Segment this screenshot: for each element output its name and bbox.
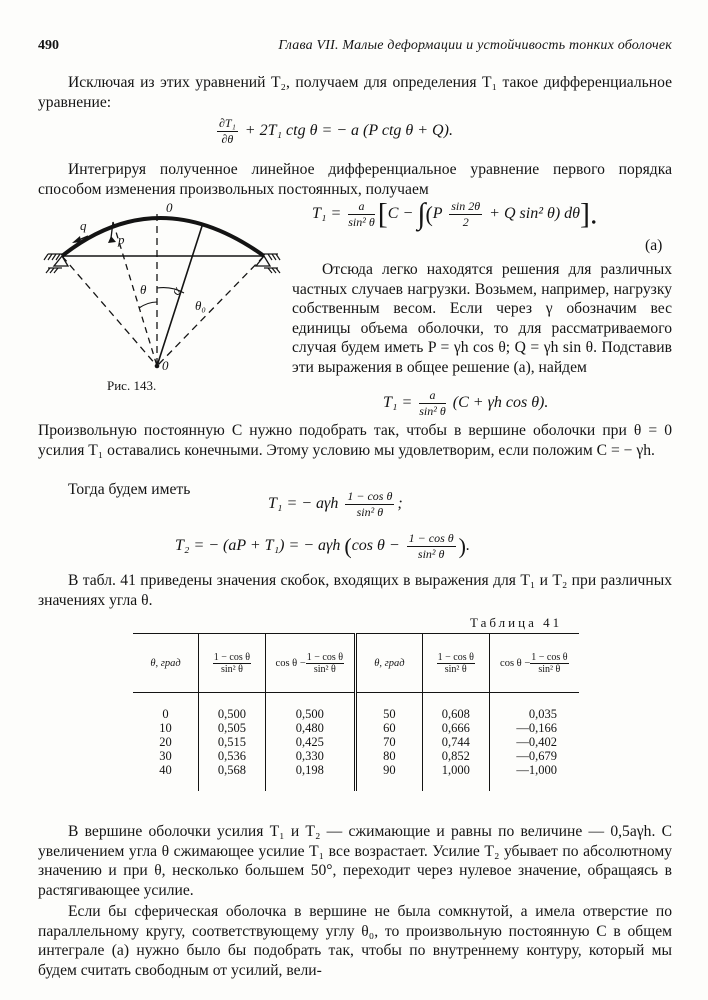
eq4-lhs: T₁ = − aγh: [268, 495, 339, 513]
radius-left-dashed: [62, 256, 157, 366]
eq2-p-part: P: [432, 205, 443, 223]
eq1-frac-top: ∂T₁: [219, 116, 236, 130]
eq3-frac-top: a: [419, 389, 446, 404]
eq5-inner: cos θ −: [351, 537, 400, 555]
eq4-frac-top: 1 − cos θ: [347, 489, 393, 503]
label-theta: θ: [140, 282, 147, 297]
angle-theta-arc: [139, 302, 157, 308]
eq3-frac-bot: sin² θ: [419, 404, 446, 418]
header-expression-2: cos θ − $\frac{\text{1 − cos θ}}{\text{sin² θ}}$: [265, 634, 355, 693]
header-theta-2: θ, град: [355, 634, 422, 693]
q-arrow-head: [72, 236, 81, 243]
eq3-lhs: T₁ =: [383, 394, 413, 412]
shell-diagram-figure: [40, 198, 285, 378]
eq2-integral: ∫: [417, 197, 426, 231]
running-head: Глава VII. Малые деформации и устойчивость тонких оболочек: [278, 38, 672, 53]
table-row: 20 0,515 0,425 70 0,744 —0,402: [133, 735, 579, 749]
eq1-rest: + 2T₁ ctg θ = − a (P ctg θ + Q).: [244, 122, 453, 140]
page-header: [38, 38, 672, 58]
table-title: Таблица 41: [470, 615, 563, 630]
header-expression-2b: cos θ − $\frac{\text{1 − cos θ}}{\text{sin² θ}}$: [489, 634, 579, 693]
equation-5: T₂ = − (aP + T₁) = − aγh (cos θ − $\frac{\text{1 − cos θ}}{\text{sin² θ}}$ ).: [175, 531, 470, 561]
label-q: q: [80, 218, 87, 233]
paragraph-6: В табл. 41 приведены значения скобок, входящих в выражения для T₁ и T₂ при различных значениях угла θ.: [38, 572, 672, 609]
eq2-c-part: C −: [387, 205, 414, 223]
eq5-frac-top: 1 − cos θ: [408, 531, 454, 545]
eq2-lhs: T₁ =: [312, 205, 342, 223]
values-table: [133, 633, 579, 791]
table-row: 0 0,500 0,500 50 0,608 0,035: [133, 707, 579, 721]
paragraph-2: Интегрируя полученное линейное дифференциальное уравнение первого порядка способом изменения произвольных постоянных, получаем: [38, 161, 672, 198]
eq1-frac-bot: ∂θ: [221, 132, 234, 146]
label-p: p: [118, 232, 125, 247]
equation-4: [268, 490, 403, 519]
eq3-rest: (C + γh cos θ).: [452, 394, 549, 412]
eq5-frac-bot: sin² θ: [417, 547, 445, 561]
eq4-frac-bot: sin² θ: [356, 505, 384, 519]
figure-caption: Рис. 143.: [107, 378, 157, 393]
label-o-bottom: 0: [162, 358, 169, 373]
eq5-lhs: T₂ = − (aP + T₁) = − aγh: [175, 537, 341, 555]
radius-right-dashed: [157, 256, 264, 366]
table-row: 30 0,536 0,330 80 0,852 —0,679: [133, 749, 579, 763]
header-fraction-1b: $\frac{\text{1 − cos θ}}{\text{sin² θ}}$: [422, 634, 489, 693]
label-theta0: θ₀: [195, 298, 206, 313]
right-support: [256, 256, 270, 266]
eq2-inner-frac-top: sin 2θ: [451, 199, 481, 213]
paragraph-3: Отсюда легко находятся решения для различных частных случаев нагрузки. Возьмем, например, нагрузку собственным весом. Если через γ обозначим вес единицы объема оболочки, то для рассматриваемого случая будем иметь P = γh cos θ; Q = γh sin θ. Подставив эти выражения в общее решение (а), найдем: [292, 261, 672, 376]
eq2-inner-frac-bot: 2: [462, 215, 469, 229]
table-spacer-row: [133, 693, 579, 708]
equation-1: [214, 117, 453, 146]
paragraph-8: Если бы сферическая оболочка в вершине не была сомкнутой, а имела отверстие по параллельному кругу, соответствующему углу θ₀, то произвольную постоянную C в общем интеграле (а) нужно было бы подобрать так, чтобы по внутреннему контуру, который мы будем считать свободным от усилий, вели-: [38, 903, 672, 979]
header-theta: θ, град: [133, 634, 199, 693]
header-fraction-1: $\frac{\text{1 − cos θ}}{\text{sin² θ}}$: [199, 634, 266, 693]
label-o-top: 0: [166, 200, 173, 215]
paragraph-4: Произвольную постоянную C нужно подобрать так, чтобы в вершине оболочки при θ = 0 усилия T₁ оставались конечными. Этому условию мы удовлетворим, если положим C = − γh.: [38, 422, 672, 459]
eq2-frac-bot: sin² θ: [348, 215, 375, 229]
table-row: 10 0,505 0,480 60 0,666 —0,166: [133, 721, 579, 735]
p-arrow-head: [108, 236, 116, 243]
paragraph-5: Тогда будем иметь: [68, 481, 191, 498]
eq2-frac-top: a: [348, 200, 375, 215]
bottom-center-point: [155, 364, 160, 369]
eq5-rest: .: [466, 537, 470, 555]
table-row: 40 0,568 0,198 90 1,000 —1,000: [133, 763, 579, 791]
equation-3: [383, 389, 548, 418]
paragraph-7: В вершине оболочки усилия T₁ и T₂ — сжимающие и равны по величине — 0,5aγh. С увеличением угла θ сжимающее усилие T₁ все возрастает. Усилие T₂ убывает по абсолютному значению и при θ, несколько большем 50°, переходит через нулевое значение, обращаясь в растягивающее усилие.: [38, 823, 672, 899]
eq4-rest: ;: [397, 495, 403, 513]
shell-arch: [62, 218, 264, 256]
label-alpha: α: [167, 284, 185, 298]
equation-a: T₁ = $\frac{a}{\text{sin² θ}}$ [C − ∫(P $\frac{\sin 2\theta}{2}$ + Q sin² θ) dθ].: [312, 197, 598, 231]
eq2-tail: + Q sin² θ) dθ: [489, 205, 581, 223]
page-number: 490: [38, 38, 59, 53]
equation-a-label: (a): [645, 237, 663, 254]
paragraph-1: Исключая из этих уравнений T₂, получаем для определения T₁ такое дифференциальное уравнение:: [38, 74, 672, 111]
